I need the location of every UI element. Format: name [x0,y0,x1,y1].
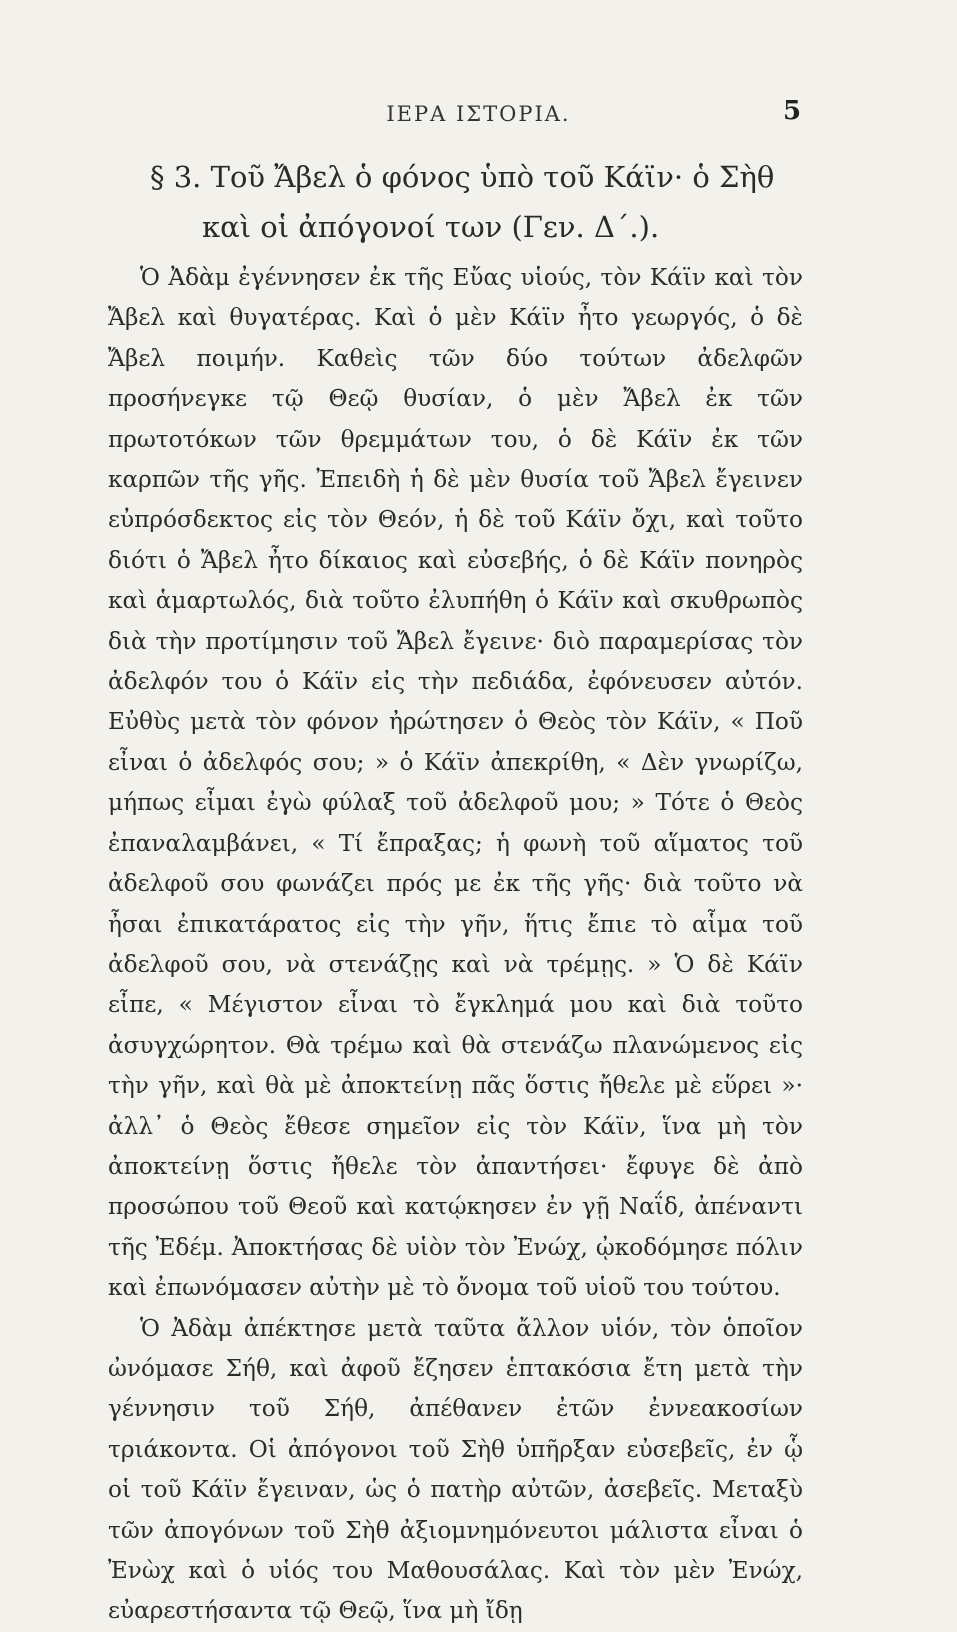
section-title-line-1: § 3. Τοῦ Ἄβελ ὁ φόνος ὑπὸ τοῦ Κάϊν· ὁ Σὴθ [150,160,775,194]
running-title: ΙΕΡΑ ΙΣΤΟΡΙΑ. [386,102,571,126]
page-number: 5 [783,96,802,126]
paragraph: Ὁ Ἀδὰμ ἐγέννησεν ἐκ τῆς Εὔας υἱούς, τὸν Κάϊν καὶ τὸν Ἄβελ καὶ θυγατέρας. Καὶ ὁ μὲν Κάϊν ἦτο γεωργός, ὁ δὲ Ἄβελ ποιμήν. Καθεὶς τῶν δύο τούτων ἀδελφῶν προσήνεγκε τῷ Θεῷ θυσίαν, ὁ μὲν Ἄβελ ἐκ τῶν πρωτοτόκων τῶν θρεμμάτων του, ὁ δὲ Κάϊν ἐκ τῶν καρπῶν τῆς γῆς. Ἐπειδὴ ἡ δὲ μὲν θυσία τοῦ Ἄβελ ἔγεινεν εὐπρόσδεκτος εἰς τὸν Θεόν, ἡ δὲ τοῦ Κάϊν ὄχι, καὶ τοῦτο διότι ὁ Ἄβελ ἦτο δίκαιος καὶ εὐσεβής, ὁ δὲ Κάϊν πονηρὸς καὶ ἁμαρτωλός, διὰ τοῦτο ἐλυπήθη ὁ Κάϊν καὶ σκυθρωπὸς διὰ τὴν προτίμησιν τοῦ Ἄβελ ἔγεινε· διὸ παραμερίσας τὸν ἀδελφόν του ὁ Κάϊν εἰς τὴν πεδιάδα, ἐφόνευσεν αὐτόν. Εὐθὺς μετὰ τὸν φόνον ἠρώτησεν ὁ Θεὸς τὸν Κάϊν, « Ποῦ εἶναι ὁ ἀδελφός σου; » ὁ Κάϊν ἀπεκρίθη, « Δὲν γνωρίζω, μήπως εἶμαι ἐγὼ φύλαξ τοῦ ἀδελφοῦ μου; » Τότε ὁ Θεὸς ἐπαναλαμβάνει, « Τί ἔπραξας; ἡ φωνὴ τοῦ αἵματος τοῦ ἀδελφοῦ σου φωνάζει πρός με ἐκ τῆς γῆς· διὰ τοῦτο νὰ ἦσαι ἐπικατάρατος εἰς τὴν γῆν, ἥτις ἔπιε τὸ αἷμα τοῦ ἀδελφοῦ σου, νὰ στενάζῃς καὶ νὰ τρέμῃς. » Ὁ δὲ Κάϊν εἶπε, « Μέγιστον εἶναι τὸ ἔγκλημά μου καὶ διὰ τοῦτο ἀσυγχώρητον. Θὰ τρέμω καὶ θὰ στενάζω πλανώμενος εἰς τὴν γῆν, καὶ θὰ μὲ ἀποκτείνῃ πᾶς ὅστις ἤθελε μὲ εὕρει »· ἀλλ᾽ ὁ Θεὸς ἔθεσε σημεῖον εἰς τὸν Κάϊν, ἵνα μὴ τὸν ἀποκτείνῃ ὅστις ἤθελε τὸν ἀπαντήσει· ἔφυγε δὲ ἀπὸ προσώπου τοῦ Θεοῦ καὶ κατῴκησεν ἐν γῇ Ναΐδ, ἀπέναντι τῆς Ἐδέμ. Ἀποκτήσας δὲ υἱὸν τὸν Ἐνώχ, ᾠκοδόμησε πόλιν καὶ ἐπωνόμασεν αὐτὴν μὲ τὸ ὄνομα τοῦ υἱοῦ του τούτου. [108,264,803,1302]
paragraph: Ὁ Ἀδὰμ ἀπέκτησε μετὰ ταῦτα ἄλλον υἱόν, τὸν ὁποῖον ὠνόμασε Σήθ, καὶ ἀφοῦ ἔζησεν ἑπτακόσια ἔτη μετὰ τὴν γέννησιν τοῦ Σήθ, ἀπέθανεν ἐτῶν ἐννεακοσίων τριάκοντα. Οἱ ἀπόγονοι τοῦ Σὴθ ὑπῆρξαν εὐσεβεῖς, ἐν ᾧ οἱ τοῦ Κάϊν ἔγειναν, ὡς ὁ πατὴρ αὐτῶν, ἀσεβεῖς. Μεταξὺ τῶν ἀπογόνων τοῦ Σὴθ ἀξιομνημόνευτοι μάλιστα εἶναι ὁ Ἐνὼχ καὶ ὁ υἱός του Μαθουσάλας. Καὶ τὸν μὲν Ἐνώχ, εὐαρεστήσαντα τῷ Θεῷ, ἵνα μὴ ἴδῃ [108,1314,803,1625]
section-title-line-2: καὶ οἱ ἀπόγονοί των (Γεν. Δ΄.). [202,210,660,244]
section-title [150,152,830,252]
body-text [108,258,803,1632]
